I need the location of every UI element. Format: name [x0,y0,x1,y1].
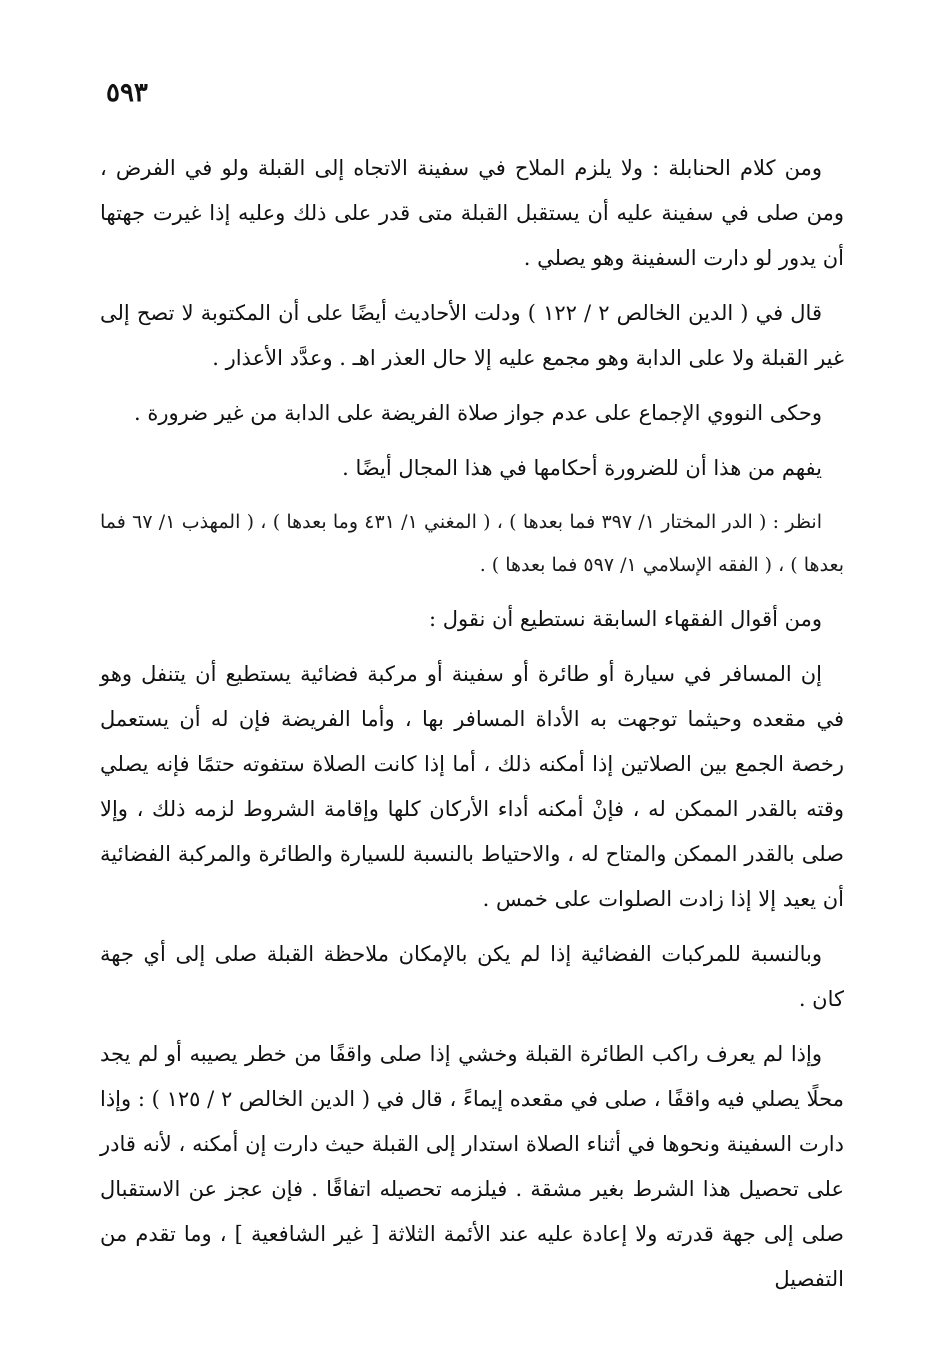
paragraph-nawawi: وحكى النووي الإجماع على عدم جواز صلاة الفريضة على الدابة من غير ضرورة . [133,401,822,425]
paragraph-hanabila: ومن كلام الحنابلة : ولا يلزم الملاح في سفينة الاتجاه إلى القبلة ولو في الفرض ، ومن صلى في سفينة عليه أن يستقبل القبلة متى قدر على ذلك وعليه إذا غيرت جهتها أن يدور لو دارت السفينة وهو يصلي . [100,156,844,270]
paragraph-darura: يفهم من هذا أن للضرورة أحكامها في هذا المجال أيضًا . [342,456,822,480]
paragraph-space-vehicles: وبالنسبة للمركبات الفضائية إذا لم يكن بالإمكان ملاحظة القبلة صلى إلى أي جهة كان . [100,942,844,1011]
paragraph-aircraft-qibla: وإذا لم يعرف راكب الطائرة القبلة وخشي إذا صلى واقفًا من خطر يصيبه أو لم يجد محلًا يصلي فيه واقفًا ، صلى في مقعده إيماءً ، قال في ( الدين الخالص ٢ / ١٢٥ ) : وإذا دارت السفينة ونحوها في أثناء الصلاة استدار إلى القبلة حيث دارت إن أمكنه ، لأنه قادر على تحصيل هذا الشرط بغير مشقة . فيلزمه تحصيله اتفاقًا . فإن عجز عن الاستقبال صلى إلى جهة قدرته ولا إعادة عليه عند الأئمة الثلاثة [ غير الشافعية ] ، وما تقدم من التفصيل [100,1042,844,1291]
paragraph-references: انظر : ( الدر المختار ١/ ٣٩٧ فما بعدها ) ، ( المغني ١/ ٤٣١ وما بعدها ) ، ( المهذب ١/ ٦٧ فما بعدها ) ، ( الفقه الإسلامي ١/ ٥٩٧ فما بعدها ) . [100,511,844,576]
paragraph-traveler-ruling: إن المسافر في سيارة أو طائرة أو سفينة أو مركبة فضائية يستطيع أن يتنفل وهو في مقعده وحيثما توجهت به الأداة المسافر بها ، وأما الفريضة فإن له أن يستعمل رخصة الجمع بين الصلاتين إذا أمكنه ذلك ، أما إذا كانت الصلاة ستفوته حتمًا فإنه يصلي وقته بالقدر الممكن له ، فإنْ أمكنه أداء الأركان كلها وإقامة الشروط لزمه ذلك ، وإلا صلى بالقدر الممكن والمتاح له ، والاحتياط بالنسبة للسيارة والطائرة والمركبة الفضائية أن يعيد إلا إذا زادت الصلوات على خمس . [100,662,844,911]
paragraph-conclusion-intro: ومن أقوال الفقهاء السابقة نستطيع أن نقول : [428,607,822,631]
page-body [100,146,844,1312]
paragraph-din-khalis-quote: قال في ( الدين الخالص ٢ / ١٢٢ ) ودلت الأحاديث أيضًا على أن المكتوبة لا تصح إلى غير القبلة ولا على الدابة وهو مجمع عليه إلا حال العذر اهـ . وعدَّد الأعذار . [100,301,844,370]
page-number: ٥٩٣ [106,78,148,108]
